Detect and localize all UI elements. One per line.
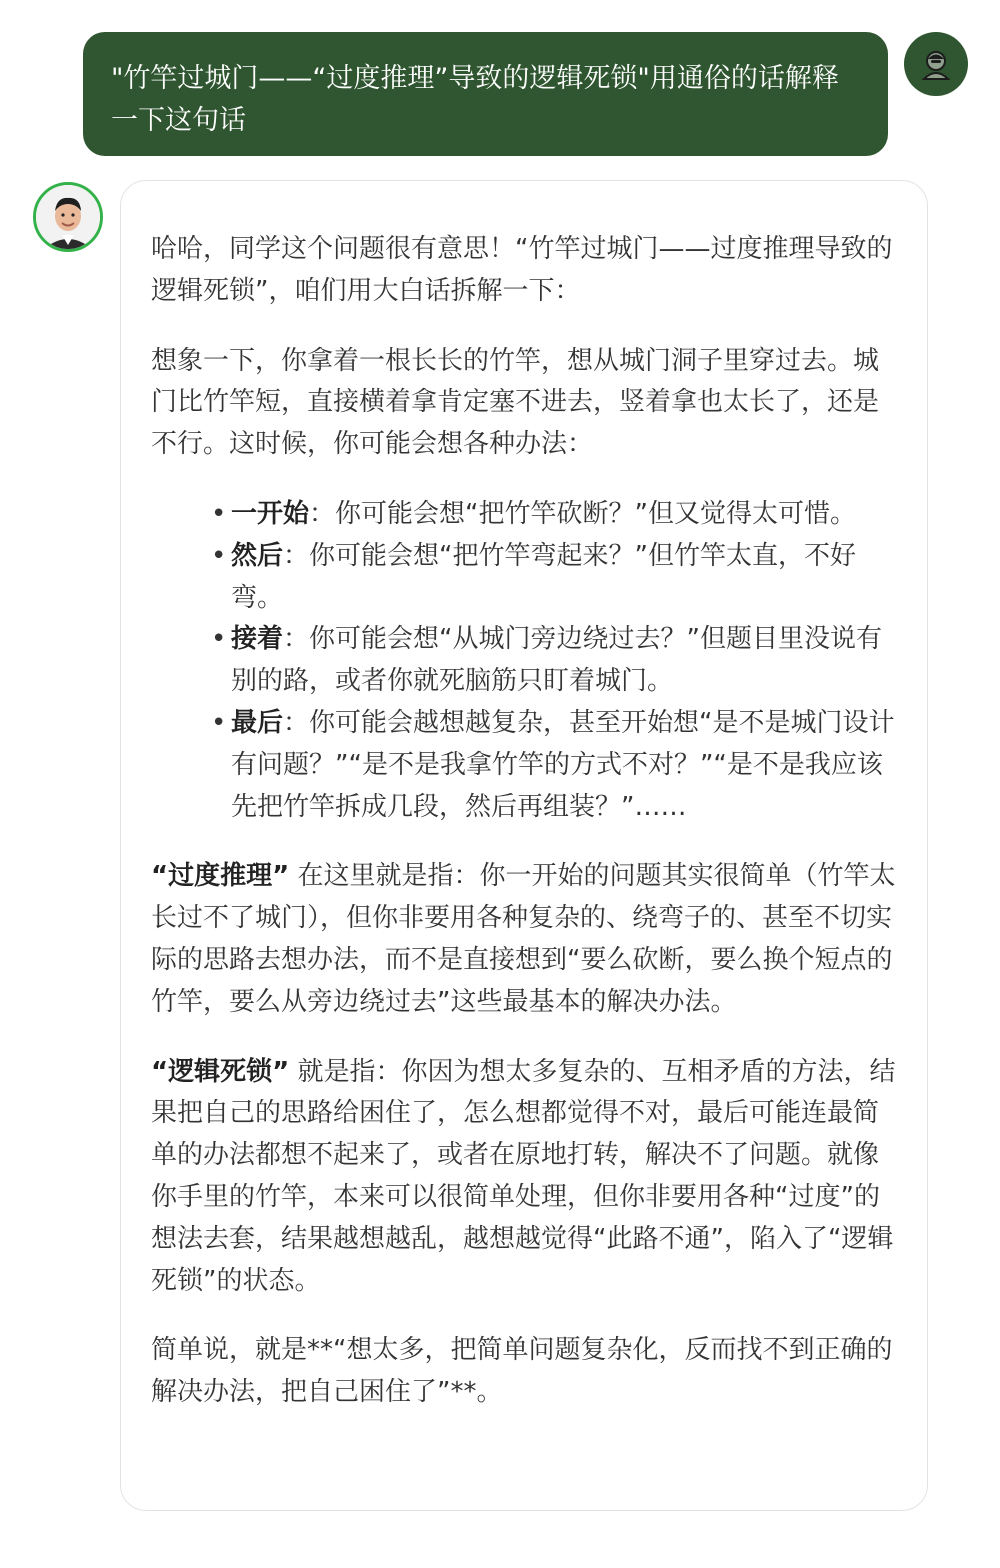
step-label: 最后 (231, 707, 284, 738)
step-text: ：你可能会越想越复杂，甚至开始想“是不是城门设计有问题？”“是不是我拿竹竿的方式不对？”“是不是我应该先把竹竿拆成几段，然后再组装？”…… (231, 707, 895, 822)
deadlock-term: “逻辑死锁” (151, 1056, 290, 1087)
assistant-avatar[interactable] (33, 182, 103, 252)
step-label: 一开始 (231, 498, 310, 529)
scenario-paragraph: 想象一下，你拿着一根长长的竹竿，想从城门洞子里穿过去。城门比竹竿短，直接横着拿肯定塞不进去，竖着拿也太长了，还是不行。这时候，你可能会想各种办法： (151, 345, 880, 460)
step-label: 接着 (231, 624, 284, 655)
step-text: ：你可能会想“把竹竿弯起来？”但竹竿太直，不好弯。 (231, 540, 856, 613)
step-text: ：你可能会想“从城门旁边绕过去？”但题目里没说有别的路，或者你就死脑筋只盯着城门。 (231, 624, 882, 697)
user-avatar[interactable] (904, 32, 968, 96)
overreasoning-paragraph (151, 856, 897, 1023)
intro-paragraph: 哈哈，同学这个问题很有意思！“竹竿过城门——过度推理导致的逻辑死锁”，咱们用大白话拆解一下： (151, 234, 893, 306)
deadlock-text: 就是指：你因为想太多复杂的、互相矛盾的方法，结果把自己的思路给困住了，怎么想都觉得不对，最后可能连最简单的办法都想不起来了，或者在原地打转，解决不了问题。就像你手里的竹竿，本来可以很简单处理，但你非要用各种“过度”的想法去套，结果越想越乱，越想越觉得“此路不通”，陷入了“逻辑死锁”的状态。 (151, 1056, 896, 1296)
step-label: 然后 (231, 540, 284, 571)
list-item: • 然后：你可能会想“把竹竿弯起来？”但竹竿太直，不好弯。 (211, 540, 856, 613)
steps-list (151, 494, 897, 828)
assistant-message-card (120, 180, 928, 1511)
overreasoning-term: “过度推理” (151, 861, 290, 892)
user-message-bubble (83, 32, 888, 156)
deadlock-paragraph (151, 1052, 897, 1303)
list-item: • 一开始：你可能会想“把竹竿砍断？”但又觉得太可惜。 (211, 498, 856, 529)
step-text: ：你可能会想“把竹竿砍断？”但又觉得太可惜。 (309, 498, 856, 529)
user-message-text: "竹竿过城门——“过度推理”导致的逻辑死锁"用通俗的话解释一下这句话 (111, 63, 839, 136)
list-item: • 最后：你可能会越想越复杂，甚至开始想“是不是城门设计有问题？”“是不是我拿竹竿的方式不对？”“是不是我应该先把竹竿拆成几段，然后再组装？”…… (211, 707, 895, 822)
teacher-avatar (36, 185, 100, 249)
overreasoning-text: 在这里就是指：你一开始的问题其实很简单（竹竿太长过不了城门），但你非要用各种复杂的、绕弯子的、甚至不切实际的思路去想办法，而不是直接想到“要么砍断，要么换个短点的竹竿，要么从旁边绕过去”这些最基本的解决办法。 (151, 861, 896, 1017)
summary-paragraph: 简单说，就是**“想太多，把简单问题复杂化，反而找不到正确的解决办法，把自己困住了”**。 (151, 1335, 893, 1408)
list-item: • 接着：你可能会想“从城门旁边绕过去？”但题目里没说有别的路，或者你就死脑筋只盯着城门。 (211, 624, 882, 697)
person-icon (919, 47, 953, 81)
